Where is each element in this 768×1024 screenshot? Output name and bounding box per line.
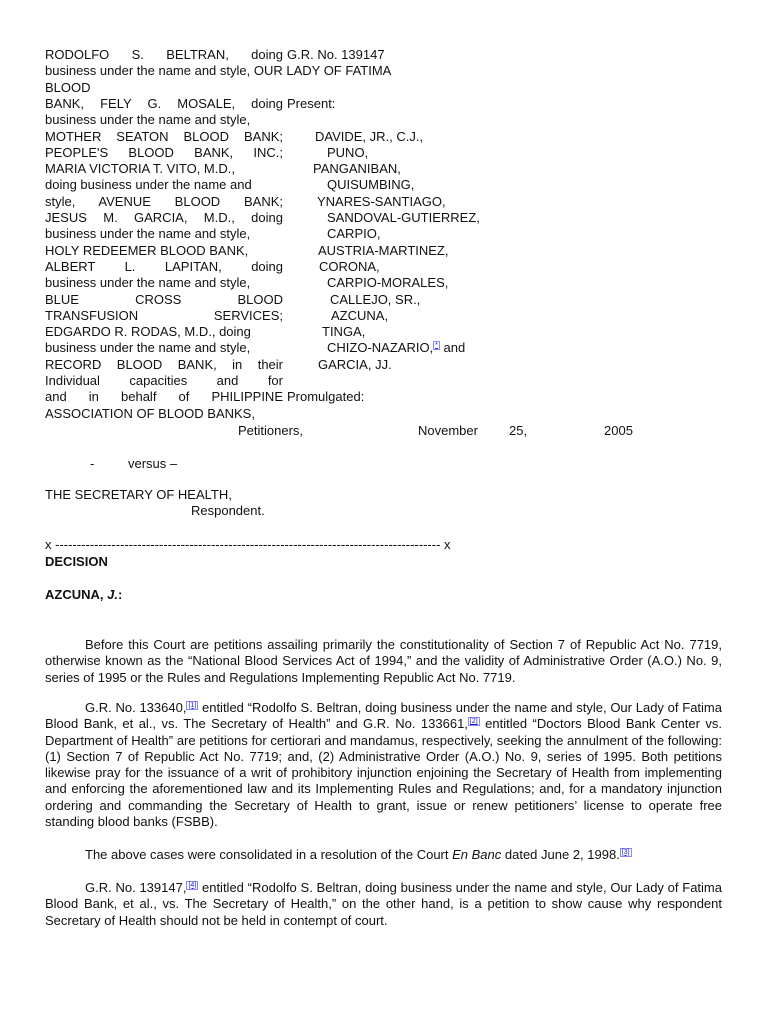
caption-left-line: business under the name and style,	[45, 226, 251, 242]
caption-right-text: AZCUNA,	[331, 307, 389, 323]
caption-left-line: BANK, FELY G. MOSALE, doing	[45, 95, 283, 111]
caption-right-line	[327, 145, 368, 161]
caption-right-text: AUSTRIA-MARTINEZ,	[318, 242, 449, 258]
caption-right-line	[322, 324, 365, 340]
versus-dash: -	[90, 456, 95, 471]
caption-left-line: ALBERT L. LAPITAN, doing	[45, 258, 283, 274]
ponente-title: J.	[107, 587, 118, 602]
petitioners-label: Petitioners,	[238, 423, 304, 438]
p3-text-b: dated June 2, 1998.	[501, 847, 620, 862]
caption-left-line: business under the name and style,	[45, 340, 251, 356]
footnote-star-link[interactable]: *	[435, 342, 438, 350]
ponente-colon: :	[117, 587, 123, 602]
caption-right-line	[331, 308, 388, 324]
caption-right-text: YNARES-SANTIAGO,	[317, 193, 446, 209]
caption-left-line: style, AVENUE BLOOD BANK;	[45, 193, 283, 209]
caption-right-text: TINGA,	[322, 324, 366, 340]
caption-right-line	[327, 275, 448, 291]
caption-right-text: Present:	[287, 95, 336, 111]
p4-text-a: G.R. No. 139147,	[85, 880, 187, 895]
caption-left-line: HOLY REDEEMER BLOOD BANK,	[45, 242, 249, 258]
caption-right-line	[287, 389, 364, 405]
caption-right-text: QUISUMBING,	[327, 177, 415, 193]
caption-left-line: BLUE CROSS BLOOD	[45, 291, 283, 307]
caption-right-line	[287, 96, 335, 112]
caption-right-text: G.R. No. 139147	[287, 47, 385, 62]
paragraph-2	[45, 700, 722, 830]
caption-right-text: Promulgated:	[287, 389, 365, 405]
p2-text-c: entitled “Doctors Blood Bank Center vs. Department of Health” are petitions for certiorari and mandamus, respectively, seeking the annulment of the following: (1) Section 7 of Republic Act No. 7719; and, (2) Administrative Order (A.O.) No. 9, series of 1995. Both petitions likewise pray for the issuance of a writ of prohibitory injunction enjoining the Secretary of Health from implementing and enforcing the aforementioned law and its Implementing Rules and Regulations; and, for a mandatory injunction ordering and commanding the Secretary of Health to grant, issue or renew petitioners’ license to operate free standing blood banks (FSBB).	[45, 716, 722, 830]
caption-left-line: doing business under the name and	[45, 177, 252, 193]
caption-right-text: PUNO,	[327, 144, 369, 160]
caption-left-line: JESUS M. GARCIA, M.D., doing	[45, 210, 283, 225]
caption-right-text: CARPIO-MORALES,	[327, 275, 449, 291]
caption-left-line: and in behalf of PHILIPPINE	[45, 389, 283, 405]
caption-right-line	[327, 210, 480, 226]
ponente-name: AZCUNA,	[45, 587, 108, 602]
date-year: 2005	[604, 423, 633, 438]
ponente	[45, 587, 122, 603]
caption-right-text: PANGANIBAN,	[313, 161, 401, 177]
caption-left-line: business under the name and style,	[45, 275, 251, 291]
caption-left-line: Individual capacities and for	[45, 373, 283, 388]
caption-left-line: RODOLFO S. BELTRAN, doing	[45, 47, 283, 62]
paragraph-3	[45, 847, 722, 863]
caption-right-line	[318, 357, 392, 373]
caption-right-text: CHIZO-NAZARIO,	[327, 340, 434, 356]
caption-right-line	[317, 194, 446, 210]
caption-right-text: DAVIDE, JR., C.J.,	[315, 128, 424, 144]
caption-right-text: CALLEJO, SR.,	[330, 291, 421, 307]
footnote-3-link[interactable]: [3]	[621, 848, 630, 856]
caption-right-line	[287, 47, 385, 63]
date-day: 25,	[509, 423, 528, 438]
respondent-label: Respondent.	[191, 503, 265, 518]
caption-right-line	[319, 259, 380, 275]
caption-left-line: TRANSFUSION SERVICES;	[45, 307, 283, 323]
caption-left-line: BLOOD	[45, 79, 91, 95]
caption-left-line: ASSOCIATION OF BLOOD BANKS,	[45, 405, 255, 421]
caption-right-line	[318, 243, 449, 259]
caption-left-line: RECORD BLOOD BANK, in their	[45, 356, 283, 372]
decision-heading: DECISION	[45, 554, 108, 569]
footnote-4-link[interactable]: [4]	[188, 881, 197, 889]
p4-text-b: entitled “Rodolfo S. Beltran, doing business under the name and style, Our Lady of Fatima Blood Bank, et al., vs. The Secretary of Health,” on the other hand, is a petition to show cause why respondent Secretary of Health should not be held in contempt of court.	[45, 880, 722, 928]
caption-right-text: CARPIO,	[327, 226, 381, 242]
p3-emphasis: En Banc	[452, 847, 502, 862]
paragraph-4	[45, 880, 722, 929]
caption-right-line	[327, 340, 465, 356]
caption-right-text: CORONA,	[319, 258, 380, 274]
caption-left-line: MARIA VICTORIA T. VITO, M.D.,	[45, 161, 235, 177]
footnote-1-link[interactable]: [1]	[188, 701, 197, 709]
versus-label: versus –	[128, 456, 178, 471]
caption-right-line	[330, 292, 420, 308]
caption-right-line	[327, 226, 380, 242]
paragraph-1: Before this Court are petitions assailing primarily the constitutionality of Section 7 of Republic Act No. 7719, otherwise known as the “National Blood Services Act of 1994,” and the validity of Administrative Order (A.O.) No. 9, series of 1995 or the Rules and Regulations Implementing Republic Act No. 7719.	[45, 637, 722, 685]
p2-text-b: entitled “Rodolfo S. Beltran, doing business under the name and style, Our Lady of Fatima Blood Bank, et al., vs. The Secretary of Health” and G.R. No. 133661,	[45, 700, 722, 732]
caption-and: and	[439, 340, 466, 356]
footnote-2-link[interactable]: [2]	[469, 717, 478, 725]
caption-left-line: business under the name and style,	[45, 112, 251, 128]
caption-left-line: MOTHER SEATON BLOOD BANK;	[45, 128, 283, 144]
caption-right-line	[327, 177, 414, 193]
date-month: November	[418, 423, 478, 438]
p2-text-a: G.R. No. 133640,	[85, 700, 187, 715]
caption-right-line	[315, 129, 423, 145]
separator-line: x ----------------------------------------------------------------------------------------- x	[45, 537, 451, 552]
caption-right-text: SANDOVAL-GUTIERREZ,	[327, 210, 480, 225]
respondent-name: THE SECRETARY OF HEALTH,	[45, 487, 232, 502]
caption-right-line	[313, 161, 401, 177]
caption-left-line: business under the name and style, OUR LADY OF FATIMA	[45, 63, 392, 79]
caption-left-line: EDGARDO R. RODAS, M.D., doing	[45, 324, 251, 340]
caption-left-line: PEOPLE'S BLOOD BANK, INC.;	[45, 144, 283, 160]
caption-right-text: GARCIA, JJ.	[318, 356, 392, 372]
p3-text-a: The above cases were consolidated in a resolution of the Court	[85, 847, 453, 862]
